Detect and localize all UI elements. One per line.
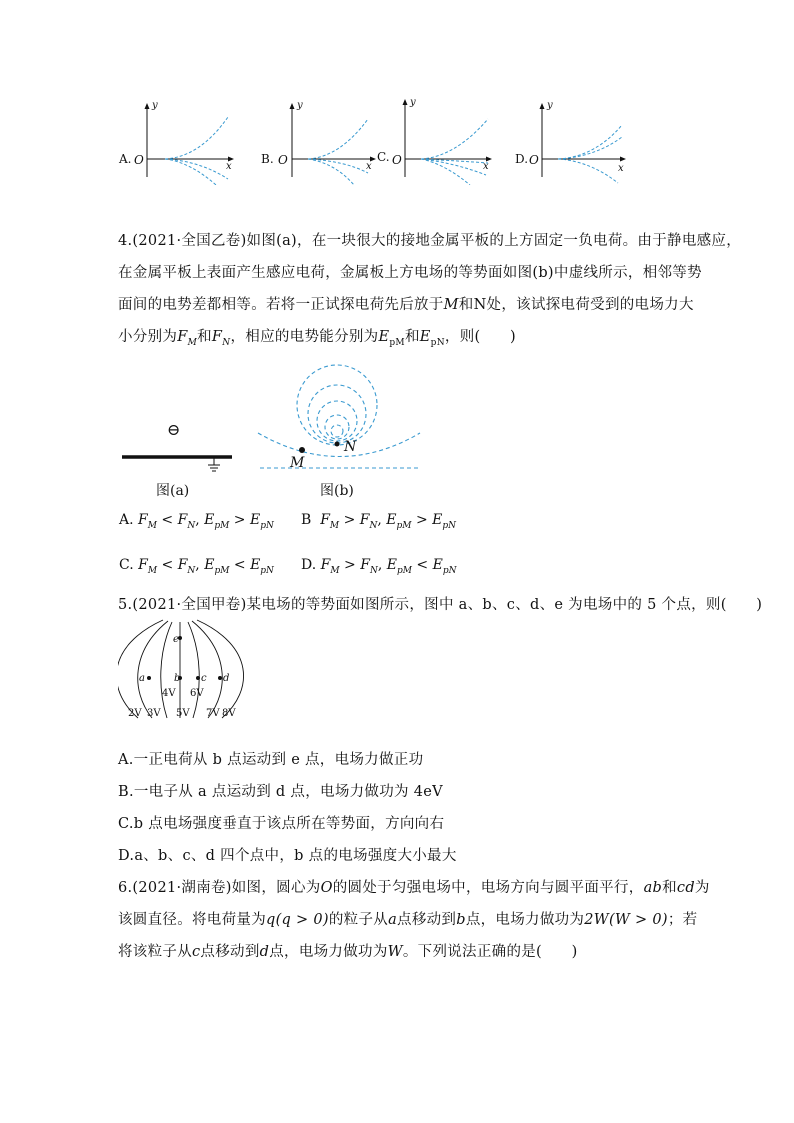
point-c-label: c: [201, 673, 207, 684]
graph-c-label: C.: [377, 150, 390, 164]
v8-label: 8V: [222, 708, 236, 719]
graph-c-x: x: [483, 161, 489, 172]
label-n: N: [344, 439, 357, 455]
q4-line3: 面间的电势差都相等。若将一正试探电荷先后放于M和N处，该试探电荷受到的电场力大: [118, 297, 694, 313]
v2-label: 2V: [128, 708, 142, 719]
point-d-label: d: [223, 673, 230, 684]
negative-charge-icon: ⊖: [167, 420, 181, 439]
v7-label: 7V: [206, 708, 220, 719]
point-n: [335, 442, 340, 447]
graph-options: [110, 95, 630, 185]
q5-option-b: B.一电子从 a 点运动到 d 点，电场力做功为 4eV: [118, 784, 443, 800]
graph-d-x: x: [618, 163, 624, 174]
q4-option-d: D. $F_M > F_N$, $E_{pM} < E_{pN}$: [301, 557, 457, 576]
q4-option-c: C. $F_M < F_N$, $E_{pM} < E_{pN}$: [119, 557, 274, 576]
graph-a-label: A.: [119, 152, 132, 166]
label-m: M: [290, 455, 305, 471]
graph-b-label: B.: [261, 152, 274, 166]
q4-option-a: A. $F_M < F_N$, $E_{pM} > E_{pN}$: [119, 512, 274, 531]
graph-d-y: y: [547, 100, 553, 111]
v3-label: 3V: [147, 708, 161, 719]
graph-d-origin: O: [529, 153, 539, 167]
q4-line4: 小分别为$F_M$和$F_N$，相应的电势能分别为$E_{pM}$和$E_{pN}$，则( ): [118, 329, 517, 348]
q5-figure: [118, 618, 253, 723]
q5-option-d: D.a、b、c、d 四个点中，b 点的电场强度大小最大: [118, 848, 457, 864]
point-e-label: e: [173, 634, 179, 645]
q6-line3: 将该粒子从c点移动到d点，电场力做功为W。下列说法正确的是( ): [118, 944, 578, 960]
graph-c-origin: O: [392, 153, 402, 167]
fig-b-caption: 图(b): [320, 483, 354, 499]
q4-line2: 在金属平板上表面产生感应电荷，金属板上方电场的等势面如图(b)中虚线所示，相邻等势: [118, 265, 702, 281]
v6-label: 6V: [190, 688, 204, 699]
q6-line1: 6.(2021·湖南卷)如图，圆心为O的圆处于匀强电场中，电场方向与圆平面平行，ab和cd为: [118, 880, 710, 896]
q5-option-a: A.一正电荷从 b 点运动到 e 点，电场力做正功: [118, 752, 424, 768]
q4-line1: 4.(2021·全国乙卷)如图(a)，在一块很大的接地金属平板的上方固定一负电荷。由于静电感应，: [118, 233, 742, 249]
graph-b-origin: O: [278, 153, 288, 167]
point-m: [299, 447, 305, 453]
q5-stem: 5.(2021·全国甲卷)某电场的等势面如图所示，图中 a、b、c、d、e 为电场中的 5 个点，则( ): [118, 597, 763, 613]
v5-label: 5V: [176, 708, 190, 719]
graph-a-origin: O: [134, 153, 144, 167]
fig-a-caption: 图(a): [156, 483, 190, 499]
q6-line2: 该圆直径。将电荷量为q(q > 0)的粒子从a点移动到b点，电场力做功为2W(W > 0)；若: [118, 912, 698, 928]
graph-a-y: y: [152, 100, 158, 111]
graph-b-x: x: [366, 161, 372, 172]
v4-label: 4V: [162, 688, 176, 699]
point-a-label: a: [139, 673, 145, 684]
graph-b-y: y: [297, 100, 303, 111]
q5-option-c: C.b 点电场强度垂直于该点所在等势面，方向向右: [118, 816, 445, 832]
graph-a-x: x: [226, 161, 232, 172]
q4-option-b: B $F_M > F_N$, $E_{pM} > E_{pN}$: [301, 512, 457, 531]
q4-figures: [115, 355, 435, 500]
graph-d-label: D.: [515, 152, 529, 166]
point-b-label: b: [174, 673, 181, 684]
graph-c-y: y: [410, 97, 416, 108]
